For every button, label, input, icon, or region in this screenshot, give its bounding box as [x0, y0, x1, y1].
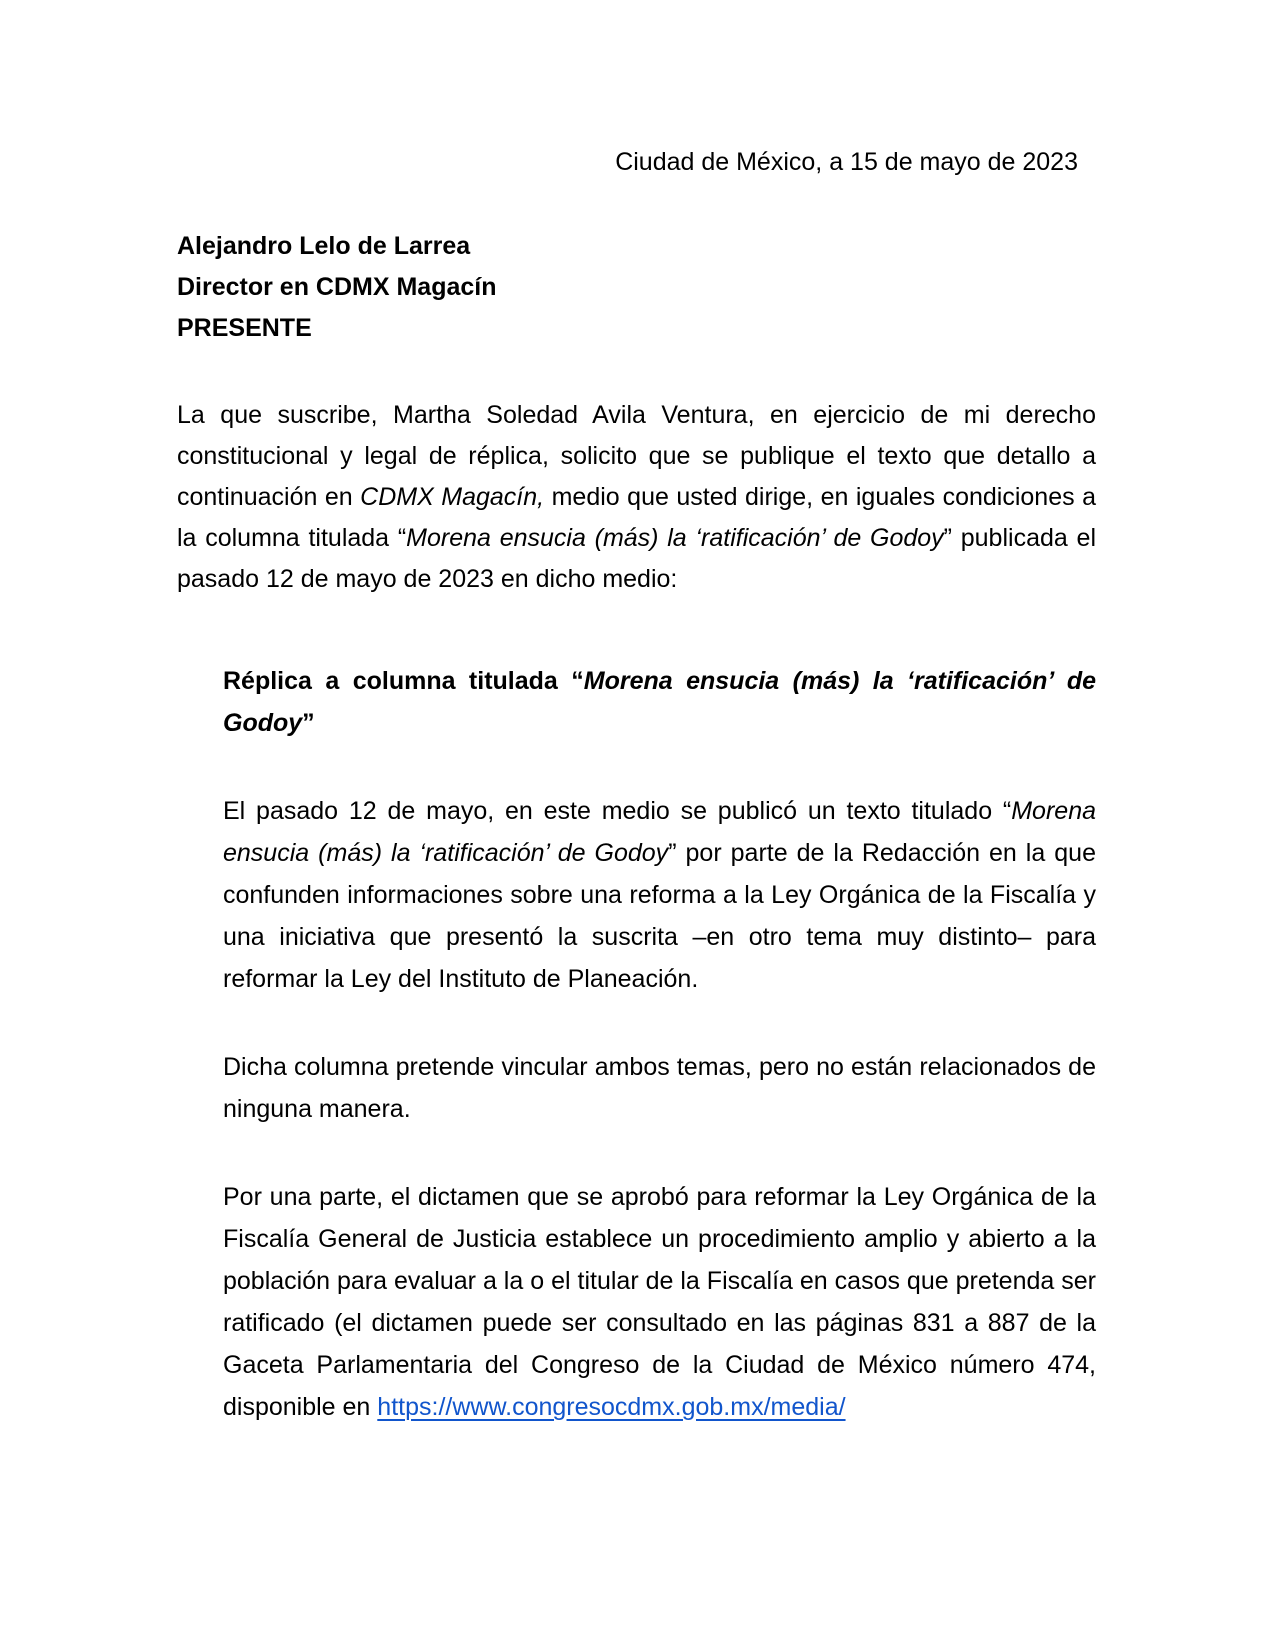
text-run: Morena ensucia (más) la ‘ratificación’ de Godoy [406, 524, 944, 552]
recipient-name: Alejandro Lelo de Larrea [177, 232, 471, 260]
recipient-role: Director en CDMX Magacín [177, 273, 497, 301]
text-run: Por una parte, el dictamen que se aprobó para reformar la Ley Orgánica de la Fiscalía General de Justicia establece un procedimiento amplio y abierto a la población para evaluar a la o el titular de la Fiscalía en casos que pretenda ser ratificado (el dictamen puede ser consultado en las páginas 831 a 887 de la Gaceta Parlamentaria del Congreso de la Ciudad de México número 474, disponible en [223, 1183, 1096, 1421]
text-run: ” por parte de la Redacción en la que confunden informaciones sobre una reforma a la Ley Orgánica de la Fiscalía y una iniciativa que presentó la suscrita –en otro tema muy distinto– para reformar la Ley del Instituto de Planeación. [223, 839, 1096, 993]
text-run: ” publicada el pasado 12 de mayo de 2023 en dicho medio: [177, 524, 1096, 593]
gaceta-parlamentaria-link[interactable]: https://www.congresocdmx.gob.mx/media/ [377, 1393, 846, 1421]
reply-paragraph-1 [223, 790, 1096, 1000]
letter-header [177, 142, 1096, 349]
text-run: El pasado 12 de mayo, en este medio se publicó un texto titulado “ [223, 797, 1012, 825]
text-run: Morena ensucia (más) la ‘ratificación’ de Godoy [223, 667, 1096, 737]
text-run: Réplica a columna titulada “ [223, 667, 584, 695]
recipient-block [177, 226, 1096, 349]
letter-body [177, 395, 1096, 1428]
intro-paragraph [177, 395, 1096, 600]
text-run: Morena ensucia (más) la ‘ratificación’ de Godoy [223, 797, 1096, 867]
text-run: medio que usted dirige, en iguales condiciones a la columna titulada “ [177, 483, 1096, 552]
reply-paragraph-3 [223, 1176, 1096, 1428]
reply-title-heading [223, 660, 1096, 744]
text-run: ” [302, 709, 315, 737]
text-run: CDMX Magacín, [360, 483, 545, 511]
recipient-salutation: PRESENTE [177, 314, 312, 342]
reply-paragraph-2 [223, 1046, 1096, 1130]
text-run: Dicha columna pretende vincular ambos temas, pero no están relacionados de ninguna manera. [223, 1053, 1096, 1123]
date-line: Ciudad de México, a 15 de mayo de 2023 [615, 148, 1078, 176]
text-run: La que suscribe, Martha Soledad Avila Ventura, en ejercicio de mi derecho constitucional y legal de réplica, solicito que se publique el texto que detallo a continuación en [177, 401, 1096, 511]
